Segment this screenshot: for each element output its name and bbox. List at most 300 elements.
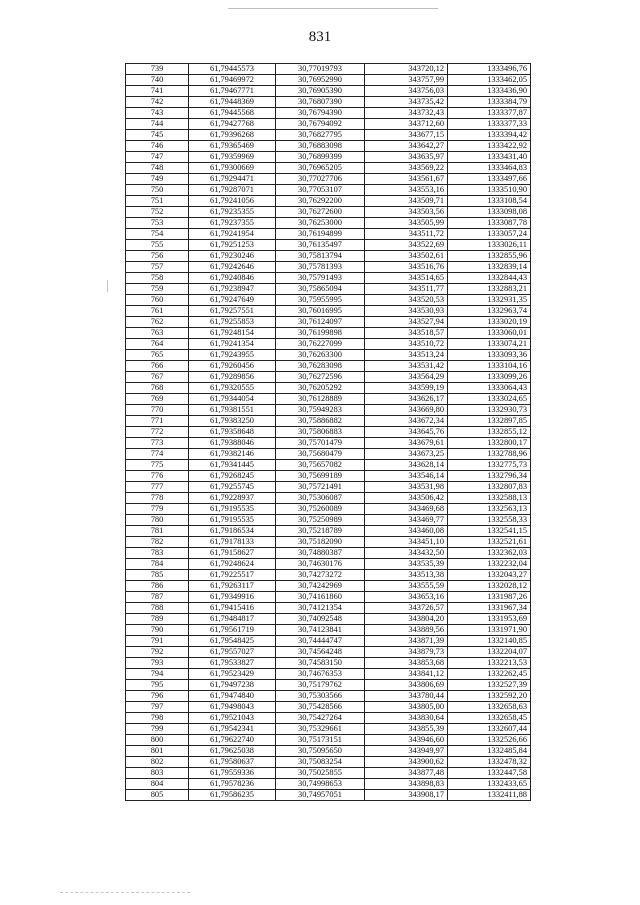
table-row [126, 262, 531, 273]
x-coordinate-cell: 343511,77 [365, 284, 448, 295]
latitude-cell: 61,79474840 [189, 691, 276, 702]
x-coordinate-cell: 343877,48 [365, 768, 448, 779]
longitude-cell: 30,76965205 [276, 163, 365, 174]
longitude-cell: 30,75955995 [276, 295, 365, 306]
latitude-cell: 61,79178133 [189, 537, 276, 548]
y-coordinate-cell: 1332541,15 [448, 526, 531, 537]
y-coordinate-cell: 1332855,12 [448, 427, 531, 438]
x-coordinate-cell: 343645,76 [365, 427, 448, 438]
x-coordinate-cell: 343460,08 [365, 526, 448, 537]
x-coordinate-cell: 343677,15 [365, 130, 448, 141]
x-coordinate-cell: 343712,60 [365, 119, 448, 130]
longitude-cell: 30,76194899 [276, 229, 365, 240]
x-coordinate-cell: 343672,34 [365, 416, 448, 427]
latitude-cell: 61,79365469 [189, 141, 276, 152]
x-coordinate-cell: 343531,42 [365, 361, 448, 372]
longitude-cell: 30,75083254 [276, 757, 365, 768]
longitude-cell: 30,75173151 [276, 735, 365, 746]
latitude-cell: 61,79523429 [189, 669, 276, 680]
x-coordinate-cell: 343502,61 [365, 251, 448, 262]
y-coordinate-cell: 1332447,58 [448, 768, 531, 779]
latitude-cell: 61,79344054 [189, 394, 276, 405]
longitude-cell: 30,75329661 [276, 724, 365, 735]
y-coordinate-cell: 1332788,96 [448, 449, 531, 460]
y-coordinate-cell: 1333377,33 [448, 119, 531, 130]
point-number-cell: 778 [126, 493, 189, 504]
x-coordinate-cell: 343513,38 [365, 570, 448, 581]
point-number-cell: 753 [126, 218, 189, 229]
latitude-cell: 61,79415416 [189, 603, 276, 614]
x-coordinate-cell: 343726,57 [365, 603, 448, 614]
y-coordinate-cell: 1332521,61 [448, 537, 531, 548]
latitude-cell: 61,79622740 [189, 735, 276, 746]
x-coordinate-cell: 343949,97 [365, 746, 448, 757]
longitude-cell: 30,76272600 [276, 207, 365, 218]
longitude-cell: 30,75813794 [276, 251, 365, 262]
latitude-cell: 61,79195535 [189, 515, 276, 526]
x-coordinate-cell: 343569,22 [365, 163, 448, 174]
x-coordinate-cell: 343735,42 [365, 97, 448, 108]
x-coordinate-cell: 343469,68 [365, 504, 448, 515]
latitude-cell: 61,79383250 [189, 416, 276, 427]
y-coordinate-cell: 1332796,34 [448, 471, 531, 482]
table-row [126, 482, 531, 493]
x-coordinate-cell: 343513,24 [365, 350, 448, 361]
point-number-cell: 758 [126, 273, 189, 284]
y-coordinate-cell: 1333074,21 [448, 339, 531, 350]
point-number-cell: 750 [126, 185, 189, 196]
latitude-cell: 61,79158627 [189, 548, 276, 559]
point-number-cell: 759 [126, 284, 189, 295]
point-number-cell: 769 [126, 394, 189, 405]
x-coordinate-cell: 343879,73 [365, 647, 448, 658]
y-coordinate-cell: 1333024,65 [448, 394, 531, 405]
table-row [126, 86, 531, 97]
y-coordinate-cell: 1333057,24 [448, 229, 531, 240]
point-number-cell: 798 [126, 713, 189, 724]
table-row [126, 350, 531, 361]
y-coordinate-cell: 1333462,05 [448, 75, 531, 86]
longitude-cell: 30,74564248 [276, 647, 365, 658]
y-coordinate-cell: 1332232,04 [448, 559, 531, 570]
longitude-cell: 30,76292200 [276, 196, 365, 207]
table-row [126, 438, 531, 449]
latitude-cell: 61,79240846 [189, 273, 276, 284]
table-row [126, 504, 531, 515]
point-number-cell: 757 [126, 262, 189, 273]
point-number-cell: 801 [126, 746, 189, 757]
x-coordinate-cell: 343511,72 [365, 229, 448, 240]
latitude-cell: 61,79241954 [189, 229, 276, 240]
point-number-cell: 744 [126, 119, 189, 130]
y-coordinate-cell: 1331987,26 [448, 592, 531, 603]
x-coordinate-cell: 343805,00 [365, 702, 448, 713]
point-number-cell: 767 [126, 372, 189, 383]
latitude-cell: 61,79580637 [189, 757, 276, 768]
latitude-cell: 61,79559336 [189, 768, 276, 779]
y-coordinate-cell: 1332807,83 [448, 482, 531, 493]
point-number-cell: 796 [126, 691, 189, 702]
y-coordinate-cell: 1332588,13 [448, 493, 531, 504]
point-number-cell: 771 [126, 416, 189, 427]
latitude-cell: 61,79445568 [189, 108, 276, 119]
y-coordinate-cell: 1331953,69 [448, 614, 531, 625]
longitude-cell: 30,74957051 [276, 790, 365, 801]
table-row [126, 416, 531, 427]
table-row [126, 779, 531, 790]
latitude-cell: 61,79195535 [189, 504, 276, 515]
y-coordinate-cell: 1332485,84 [448, 746, 531, 757]
y-coordinate-cell: 1332592,20 [448, 691, 531, 702]
x-coordinate-cell: 343555,59 [365, 581, 448, 592]
point-number-cell: 797 [126, 702, 189, 713]
y-coordinate-cell: 1332844,43 [448, 273, 531, 284]
point-number-cell: 768 [126, 383, 189, 394]
margin-mark [107, 280, 108, 292]
x-coordinate-cell: 343898,83 [365, 779, 448, 790]
point-number-cell: 794 [126, 669, 189, 680]
point-number-cell: 792 [126, 647, 189, 658]
table-row [126, 724, 531, 735]
longitude-cell: 30,75179762 [276, 680, 365, 691]
latitude-cell: 61,79186534 [189, 526, 276, 537]
x-coordinate-cell: 343806,69 [365, 680, 448, 691]
table-row [126, 691, 531, 702]
point-number-cell: 776 [126, 471, 189, 482]
point-number-cell: 756 [126, 251, 189, 262]
latitude-cell: 61,79243955 [189, 350, 276, 361]
y-coordinate-cell: 1332658,45 [448, 713, 531, 724]
longitude-cell: 30,75806883 [276, 427, 365, 438]
x-coordinate-cell: 343546,14 [365, 471, 448, 482]
page-number: 831 [308, 29, 332, 45]
point-number-cell: 748 [126, 163, 189, 174]
x-coordinate-cell: 343516,76 [365, 262, 448, 273]
latitude-cell: 61,79561719 [189, 625, 276, 636]
longitude-cell: 30,74123841 [276, 625, 365, 636]
y-coordinate-cell: 1332855,96 [448, 251, 531, 262]
longitude-cell: 30,77053107 [276, 185, 365, 196]
longitude-cell: 30,76272596 [276, 372, 365, 383]
latitude-cell: 61,79260456 [189, 361, 276, 372]
longitude-cell: 30,76952990 [276, 75, 365, 86]
table-row [126, 273, 531, 284]
y-coordinate-cell: 1332043,27 [448, 570, 531, 581]
table-row [126, 790, 531, 801]
x-coordinate-cell: 343780,44 [365, 691, 448, 702]
point-number-cell: 803 [126, 768, 189, 779]
x-coordinate-cell: 343804,20 [365, 614, 448, 625]
latitude-cell: 61,79557027 [189, 647, 276, 658]
y-coordinate-cell: 1333497,66 [448, 174, 531, 185]
table-row [126, 526, 531, 537]
y-coordinate-cell: 1332478,32 [448, 757, 531, 768]
table-row [126, 141, 531, 152]
point-number-cell: 783 [126, 548, 189, 559]
y-coordinate-cell: 1332526,66 [448, 735, 531, 746]
table-row [126, 570, 531, 581]
x-coordinate-cell: 343908,17 [365, 790, 448, 801]
x-coordinate-cell: 343469,77 [365, 515, 448, 526]
x-coordinate-cell: 343535,39 [365, 559, 448, 570]
latitude-cell: 61,79241056 [189, 196, 276, 207]
x-coordinate-cell: 343642,27 [365, 141, 448, 152]
longitude-cell: 30,75182090 [276, 537, 365, 548]
y-coordinate-cell: 1333060,01 [448, 328, 531, 339]
latitude-cell: 61,79586235 [189, 790, 276, 801]
latitude-cell: 61,79341445 [189, 460, 276, 471]
longitude-cell: 30,76253000 [276, 218, 365, 229]
y-coordinate-cell: 1332931,35 [448, 295, 531, 306]
table-row [126, 603, 531, 614]
table-row [126, 64, 531, 75]
point-number-cell: 752 [126, 207, 189, 218]
y-coordinate-cell: 1333377,87 [448, 108, 531, 119]
y-coordinate-cell: 1333098,08 [448, 207, 531, 218]
table-row [126, 680, 531, 691]
table-row [126, 702, 531, 713]
longitude-cell: 30,76205292 [276, 383, 365, 394]
longitude-cell: 30,76905390 [276, 86, 365, 97]
table-row [126, 163, 531, 174]
table-row [126, 493, 531, 504]
x-coordinate-cell: 343509,71 [365, 196, 448, 207]
latitude-cell: 61,79497238 [189, 680, 276, 691]
latitude-cell: 61,79448369 [189, 97, 276, 108]
x-coordinate-cell: 343946,60 [365, 735, 448, 746]
point-number-cell: 800 [126, 735, 189, 746]
table-row [126, 757, 531, 768]
table-row [126, 196, 531, 207]
table-row [126, 625, 531, 636]
point-number-cell: 764 [126, 339, 189, 350]
table-row [126, 306, 531, 317]
longitude-cell: 30,76827795 [276, 130, 365, 141]
latitude-cell: 61,79294471 [189, 174, 276, 185]
table-row [126, 713, 531, 724]
table-row [126, 592, 531, 603]
table-row [126, 372, 531, 383]
latitude-cell: 61,79498043 [189, 702, 276, 713]
latitude-cell: 61,79289856 [189, 372, 276, 383]
y-coordinate-cell: 1332527,39 [448, 680, 531, 691]
latitude-cell: 61,79251253 [189, 240, 276, 251]
longitude-cell: 30,74242969 [276, 581, 365, 592]
latitude-cell: 61,79228937 [189, 493, 276, 504]
x-coordinate-cell: 343841,12 [365, 669, 448, 680]
point-number-cell: 773 [126, 438, 189, 449]
y-coordinate-cell: 1332140,85 [448, 636, 531, 647]
x-coordinate-cell: 343514,65 [365, 273, 448, 284]
table-row [126, 185, 531, 196]
longitude-cell: 30,75791493 [276, 273, 365, 284]
y-coordinate-cell: 1333108,54 [448, 196, 531, 207]
table-row [126, 559, 531, 570]
table-row [126, 207, 531, 218]
latitude-cell: 61,79257551 [189, 306, 276, 317]
y-coordinate-cell: 1333384,79 [448, 97, 531, 108]
longitude-cell: 30,77027706 [276, 174, 365, 185]
latitude-cell: 61,79255745 [189, 482, 276, 493]
x-coordinate-cell: 343599,19 [365, 383, 448, 394]
point-number-cell: 802 [126, 757, 189, 768]
x-coordinate-cell: 343564,29 [365, 372, 448, 383]
longitude-cell: 30,76124097 [276, 317, 365, 328]
x-coordinate-cell: 343889,56 [365, 625, 448, 636]
x-coordinate-cell: 343553,16 [365, 185, 448, 196]
point-number-cell: 775 [126, 460, 189, 471]
longitude-cell: 30,75250989 [276, 515, 365, 526]
x-coordinate-cell: 343505,99 [365, 218, 448, 229]
y-coordinate-cell: 1333464,83 [448, 163, 531, 174]
longitude-cell: 30,77019793 [276, 64, 365, 75]
x-coordinate-cell: 343432,50 [365, 548, 448, 559]
point-number-cell: 790 [126, 625, 189, 636]
longitude-cell: 30,76016995 [276, 306, 365, 317]
table-row [126, 768, 531, 779]
y-coordinate-cell: 1333099,26 [448, 372, 531, 383]
table-row [126, 75, 531, 86]
x-coordinate-cell: 343855,39 [365, 724, 448, 735]
latitude-cell: 61,79445573 [189, 64, 276, 75]
longitude-cell: 30,76899399 [276, 152, 365, 163]
point-number-cell: 755 [126, 240, 189, 251]
y-coordinate-cell: 1332433,65 [448, 779, 531, 790]
longitude-cell: 30,74273272 [276, 570, 365, 581]
latitude-cell: 61,79242646 [189, 262, 276, 273]
latitude-cell: 61,79263117 [189, 581, 276, 592]
x-coordinate-cell: 343900,62 [365, 757, 448, 768]
latitude-cell: 61,79225517 [189, 570, 276, 581]
longitude-cell: 30,76263300 [276, 350, 365, 361]
longitude-cell: 30,74444747 [276, 636, 365, 647]
longitude-cell: 30,75781393 [276, 262, 365, 273]
y-coordinate-cell: 1332213,53 [448, 658, 531, 669]
point-number-cell: 749 [126, 174, 189, 185]
y-coordinate-cell: 1332028,12 [448, 581, 531, 592]
latitude-cell: 61,79235355 [189, 207, 276, 218]
latitude-cell: 61,79349916 [189, 592, 276, 603]
latitude-cell: 61,79578236 [189, 779, 276, 790]
latitude-cell: 61,79241354 [189, 339, 276, 350]
x-coordinate-cell: 343503,56 [365, 207, 448, 218]
longitude-cell: 30,76794092 [276, 119, 365, 130]
x-coordinate-cell: 343830,64 [365, 713, 448, 724]
table-row [126, 328, 531, 339]
table-row [126, 669, 531, 680]
y-coordinate-cell: 1332204,07 [448, 647, 531, 658]
coordinates-table [125, 63, 531, 801]
longitude-cell: 30,76128889 [276, 394, 365, 405]
longitude-cell: 30,75260089 [276, 504, 365, 515]
latitude-cell: 61,79287071 [189, 185, 276, 196]
table-row [126, 218, 531, 229]
table-row [126, 581, 531, 592]
y-coordinate-cell: 1333093,36 [448, 350, 531, 361]
x-coordinate-cell: 343679,61 [365, 438, 448, 449]
point-number-cell: 787 [126, 592, 189, 603]
table-row [126, 405, 531, 416]
point-number-cell: 741 [126, 86, 189, 97]
latitude-cell: 61,79237355 [189, 218, 276, 229]
y-coordinate-cell: 1332262,45 [448, 669, 531, 680]
y-coordinate-cell: 1333431,40 [448, 152, 531, 163]
latitude-cell: 61,79542341 [189, 724, 276, 735]
point-number-cell: 740 [126, 75, 189, 86]
point-number-cell: 785 [126, 570, 189, 581]
longitude-cell: 30,75095650 [276, 746, 365, 757]
point-number-cell: 772 [126, 427, 189, 438]
y-coordinate-cell: 1332839,14 [448, 262, 531, 273]
longitude-cell: 30,74630176 [276, 559, 365, 570]
table-row [126, 746, 531, 757]
table-row [126, 284, 531, 295]
latitude-cell: 61,79358648 [189, 427, 276, 438]
longitude-cell: 30,76794390 [276, 108, 365, 119]
y-coordinate-cell: 1332411,88 [448, 790, 531, 801]
point-number-cell: 742 [126, 97, 189, 108]
y-coordinate-cell: 1332362,03 [448, 548, 531, 559]
longitude-cell: 30,75025855 [276, 768, 365, 779]
point-number-cell: 791 [126, 636, 189, 647]
table-row [126, 548, 531, 559]
table-row [126, 251, 531, 262]
latitude-cell: 61,79300669 [189, 163, 276, 174]
point-number-cell: 766 [126, 361, 189, 372]
table-row [126, 119, 531, 130]
longitude-cell: 30,75303566 [276, 691, 365, 702]
longitude-cell: 30,74121354 [276, 603, 365, 614]
y-coordinate-cell: 1332558,33 [448, 515, 531, 526]
latitude-cell: 61,79320555 [189, 383, 276, 394]
y-coordinate-cell: 1332800,17 [448, 438, 531, 449]
point-number-cell: 743 [126, 108, 189, 119]
y-coordinate-cell: 1333087,78 [448, 218, 531, 229]
y-coordinate-cell: 1333436,90 [448, 86, 531, 97]
x-coordinate-cell: 343669,80 [365, 405, 448, 416]
latitude-cell: 61,79268245 [189, 471, 276, 482]
longitude-cell: 30,75680479 [276, 449, 365, 460]
y-coordinate-cell: 1332883,21 [448, 284, 531, 295]
latitude-cell: 61,79248154 [189, 328, 276, 339]
latitude-cell: 61,79359969 [189, 152, 276, 163]
point-number-cell: 799 [126, 724, 189, 735]
point-number-cell: 782 [126, 537, 189, 548]
longitude-cell: 30,75427264 [276, 713, 365, 724]
point-number-cell: 780 [126, 515, 189, 526]
y-coordinate-cell: 1333422,92 [448, 141, 531, 152]
latitude-cell: 61,79255853 [189, 317, 276, 328]
latitude-cell: 61,79247649 [189, 295, 276, 306]
y-coordinate-cell: 1333104,16 [448, 361, 531, 372]
table-body [126, 64, 531, 801]
point-number-cell: 765 [126, 350, 189, 361]
longitude-cell: 30,76283098 [276, 361, 365, 372]
y-coordinate-cell: 1333394,42 [448, 130, 531, 141]
y-coordinate-cell: 1332658,63 [448, 702, 531, 713]
latitude-cell: 61,79238947 [189, 284, 276, 295]
point-number-cell: 770 [126, 405, 189, 416]
y-coordinate-cell: 1331971,90 [448, 625, 531, 636]
table-row [126, 97, 531, 108]
latitude-cell: 61,79248624 [189, 559, 276, 570]
point-number-cell: 761 [126, 306, 189, 317]
latitude-cell: 61,79467771 [189, 86, 276, 97]
x-coordinate-cell: 343635,97 [365, 152, 448, 163]
y-coordinate-cell: 1333496,76 [448, 64, 531, 75]
longitude-cell: 30,75428566 [276, 702, 365, 713]
table-row [126, 460, 531, 471]
